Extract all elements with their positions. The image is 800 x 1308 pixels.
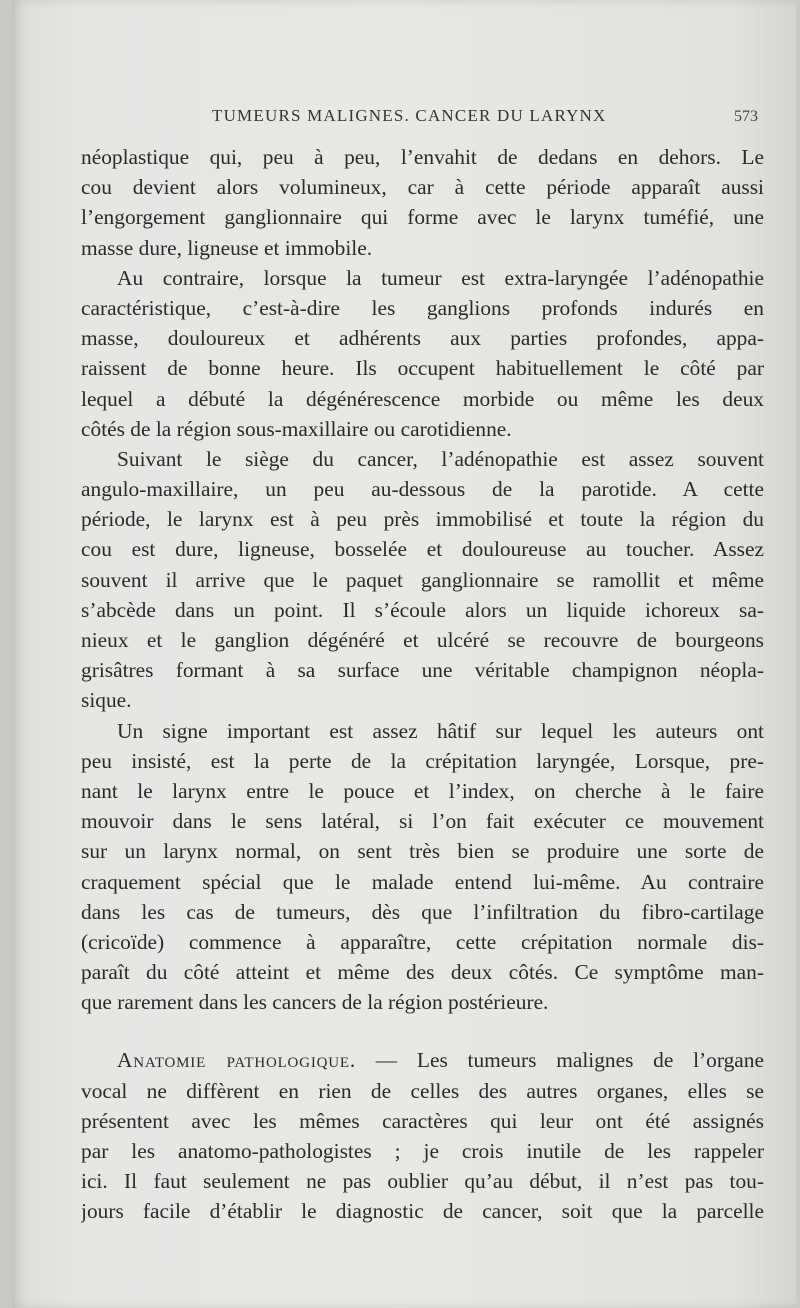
running-head bbox=[12, 106, 796, 134]
text-line: (cricoïde) commence à apparaître, cette crépitation normale dis- bbox=[81, 929, 764, 954]
text-line: grisâtres formant à sa surface une véritable champignon néopla- bbox=[81, 658, 764, 683]
text-line: l’engorgement ganglionnaire qui forme avec le larynx tuméfié, une bbox=[81, 205, 764, 230]
text-line: sique. bbox=[81, 688, 132, 713]
running-title: TUMEURS MALIGNES. CANCER DU LARYNX bbox=[212, 106, 607, 125]
text-line bbox=[81, 1045, 764, 1075]
section-first-line-text: — Les tumeurs malignes de l’organe bbox=[355, 1048, 764, 1073]
text-line: masse dure, ligneuse et immobile. bbox=[81, 235, 373, 260]
text-line: masse, douloureux et adhérents aux parties profondes, appa- bbox=[81, 326, 764, 351]
text-line: souvent il arrive que le paquet ganglionnaire se ramollit et même bbox=[81, 567, 764, 592]
section-paragraph bbox=[81, 1045, 764, 1226]
text-line: peu insisté, est la perte de la crépitation laryngée, Lorsque, pre- bbox=[81, 748, 764, 773]
text-line: raissent de bonne heure. Ils occupent habituellement le côté par bbox=[81, 356, 764, 381]
paragraph bbox=[81, 444, 764, 716]
section-gap bbox=[81, 1017, 764, 1045]
text-line: néoplastique qui, peu à peu, l’envahit de dedans en dehors. Le bbox=[81, 145, 764, 169]
text-line: nieux et le ganglion dégénéré et ulcéré se recouvre de bourgeons bbox=[81, 628, 764, 652]
text-line: cou devient alors volumineux, car à cette période apparaît aussi bbox=[81, 175, 764, 200]
text-line: nant le larynx entre le pouce et l’index, on cherche à le faire bbox=[81, 778, 764, 803]
text-line: côtés de la région sous-maxillaire ou carotidienne. bbox=[81, 416, 512, 441]
paragraph bbox=[81, 263, 764, 444]
body-text bbox=[81, 142, 764, 1227]
text-line: s’abcède dans un point. Il s’écoule alors un liquide ichoreux sa- bbox=[81, 597, 764, 622]
text-line: jours facile d’établir le diagnostic de cancer, soit que la parcelle bbox=[81, 1199, 764, 1224]
paragraph bbox=[81, 716, 764, 1018]
book-page bbox=[12, 0, 796, 1308]
text-line: que rarement dans les cancers de la région postérieure. bbox=[81, 990, 549, 1015]
text-line: présentent avec les mêmes caractères qui leur ont été assignés bbox=[81, 1108, 764, 1133]
text-line: angulo-maxillaire, un peu au-dessous de la parotide. A cette bbox=[81, 477, 764, 502]
section-heading: Anatomie pathologique. bbox=[117, 1048, 356, 1073]
text-line: par les anatomo-pathologistes ; je crois inutile de les rappeler bbox=[81, 1139, 764, 1163]
text-line: ici. Il faut seulement ne pas oublier qu’au début, il n’est pas tou- bbox=[81, 1169, 764, 1194]
text-line: Suivant le siège du cancer, l’adénopathie est assez souvent bbox=[117, 446, 764, 471]
text-line: mouvoir dans le sens latéral, si l’on fait exécuter ce mouvement bbox=[81, 809, 764, 834]
text-line: Au contraire, lorsque la tumeur est extra-laryngée l’adénopathie bbox=[117, 265, 764, 290]
text-line: caractéristique, c’est-à-dire les ganglions profonds indurés en bbox=[81, 295, 764, 320]
text-line: paraît du côté atteint et même des deux côtés. Ce symptôme man- bbox=[81, 960, 764, 985]
text-line: vocal ne diffèrent en rien de celles des autres organes, elles se bbox=[81, 1078, 764, 1103]
text-line: cou est dure, ligneuse, bosselée et douloureuse au toucher. Assez bbox=[81, 537, 764, 562]
text-line: Un signe important est assez hâtif sur lequel les auteurs ont bbox=[117, 718, 764, 743]
text-line: lequel a débuté la dégénérescence morbide ou même les deux bbox=[81, 386, 764, 411]
text-line: dans les cas de tumeurs, dès que l’infiltration du fibro-cartilage bbox=[81, 899, 764, 924]
text-line: période, le larynx est à peu près immobilisé et toute la région du bbox=[81, 507, 764, 532]
paragraph bbox=[81, 142, 764, 263]
text-line: craquement spécial que le malade entend lui-même. Au contraire bbox=[81, 869, 764, 894]
page-number: 573 bbox=[734, 108, 758, 125]
text-line: sur un larynx normal, on sent très bien se produire une sorte de bbox=[81, 839, 764, 864]
